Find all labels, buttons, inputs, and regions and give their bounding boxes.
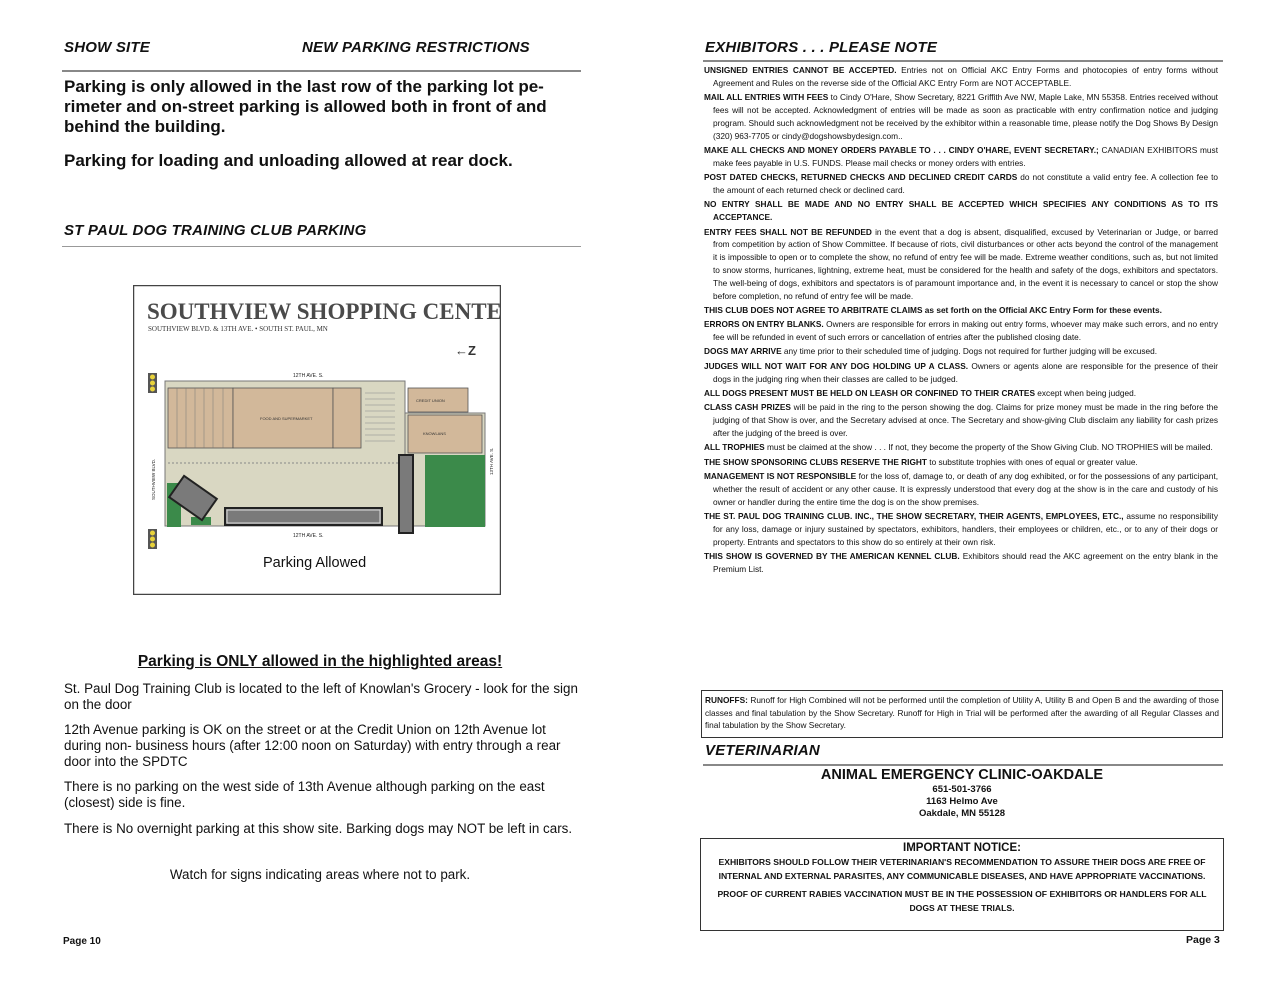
parking-rule-paragraph (64, 77, 584, 137)
rule-entry-lead: ALL TROPHIES (704, 442, 765, 453)
rule-entry-lead: JUDGES WILL NOT WAIT FOR ANY DOG HOLDING UP A CLASS. (704, 360, 969, 371)
rule-entry (704, 387, 1218, 400)
north-arrow-icon: ←Z (455, 343, 476, 358)
parking-rule-line-2: rimeter and on-street parking is allowed both in front of and (64, 97, 547, 116)
important-notice-box (700, 838, 1224, 931)
club-header-rule (62, 246, 581, 247)
rule-entry-lead: MANAGEMENT IS NOT RESPONSIBLE (704, 471, 857, 482)
clinic-street: 1163 Helmo Ave (926, 796, 998, 807)
club-parking-header: ST PAUL DOG TRAINING CLUB PARKING (64, 222, 367, 239)
rule-entry-text: for the loss of, damage to, or death of any dog exhibited, or for the possessions of any participant, whether the result of accident or any other cause. It is expressly understood that every dog at the show is in the care and custody of his owner or handler during the entire time the dog is on the show premises. (713, 471, 1218, 507)
rule-entry (704, 441, 1218, 454)
rule-entry-text: in the event that a dog is absent, disqualified, excused by Veterinarian or Judge, or barred from competition by action of Show Committee. If because of riots, civil disturbances or other acts beyond the control of the management it is impossible to open or to complete the show, no refund of entry fee will be made. Extreme weather conditions, such as, but not limited to snow storms, hurricanes, lightning, extreme heat, must be considered for the health and safety of the dogs, exhibitors and spectators. The well-being of dogs, exhibitors and spectators is of paramount importance and, in the event it is necessary to cancel or stop the show before completion, no refund of entry fee will be made. (713, 226, 1219, 301)
show-site-header: SHOW SITE (64, 39, 150, 56)
rule-entry-lead: NO ENTRY SHALL BE MADE AND NO ENTRY SHALL BE ACCEPTED WHICH SPECIFIES ANY CONDITIONS AS TO ITS ACCEPTANCE. (704, 199, 1218, 223)
rule-entry-text: Owners are responsible for errors in making out entry forms, whoever may make such errors, and no entry fee will be refunded in event of such errors or cancellation of entries after the published closing date. (713, 319, 1218, 343)
club-location-paragraph: St. Paul Dog Training Club is located to the left of Knowlan's Grocery - look for the sign on the door (64, 681, 578, 712)
map-drawing (133, 285, 501, 595)
notice-title: IMPORTANT NOTICE: (903, 842, 1021, 854)
rule-entry-lead: THIS SHOW IS GOVERNED BY THE AMERICAN KENNEL CLUB. (704, 551, 960, 562)
clinic-phone: 651-501-3766 (932, 784, 992, 795)
rule-entry-lead: THE ST. PAUL DOG TRAINING CLUB. INC., THE SHOW SECRETARY, THEIR AGENTS, EMPLOYEES, ETC., (704, 511, 1124, 522)
rule-entry (704, 360, 1218, 386)
store-label-food: FOOD AND SUPERMARKET (260, 416, 313, 421)
rule-entry-text: Exhibitors should read the AKC agreement on the entry blank in the Premium List. (713, 551, 1218, 574)
runoffs-box (701, 690, 1223, 738)
rule-entry (704, 198, 1218, 224)
rule-entry-text: Entries not on Official AKC Entry Forms and photocopies of entry forms without Agreement and Rules on the reverse side of the Official AKC Entry Form are NOT ACCEPTABLE. (713, 65, 1219, 88)
parking-notice (64, 653, 576, 671)
street-top-label: 12TH AVE. S. (293, 373, 324, 379)
rule-entry (704, 550, 1218, 576)
runoffs-body: Runoff for High Combined will not be performed until the completion of Utility A, Utility B and Open B and the awarding of those classes and final tabulation by the Show Secretary. Runoff for High in Trial will be performed after the awarding of all Regular Classes and final tabulation by the Show Secretary. (705, 695, 1219, 731)
rule-entry-text: do not constitute a valid entry fee. A collection fee to the amount of each returned check or declined card. (713, 172, 1219, 195)
clinic-name: ANIMAL EMERGENCY CLINIC-OAKDALE (820, 767, 1104, 783)
traffic-light-icon-top (148, 373, 157, 393)
store-label-credit-union: CREDIT UNION (416, 398, 445, 403)
west-side-paragraph: There is no parking on the west side of 13th Avenue although parking on the east (closest) side is fine. (64, 779, 545, 810)
rule-entry-text: will be paid in the ring to the person showing the dog. Claims for prize money must be made in the ring before the judging of that Show is over, and the Secretary advised at once. The Secretary and show-giving Club disclaim any liability for cash prizes after the judging of the breed is over. (713, 402, 1218, 439)
rule-entry-lead: ERRORS ON ENTRY BLANKS. (704, 319, 824, 330)
parking-rule-line-1: Parking is only allowed in the last row of the parking lot pe- (64, 77, 544, 96)
rule-entry-text: must be claimed at the show . . . If not, they become the property of the Show Giving Club. NO TROPHIES will be mailed. (764, 442, 1213, 453)
rule-entry (704, 171, 1218, 197)
parking-rule-line-3: behind the building. (64, 117, 226, 136)
rule-entry (704, 91, 1218, 142)
runoffs-text (702, 691, 1222, 735)
rule-entry-lead: POST DATED CHECKS, RETURNED CHECKS AND DECLINED CREDIT CARDS (704, 172, 1018, 183)
rule-entry (704, 318, 1218, 344)
street-left-label: SOUTHVIEW BLVD. (151, 458, 156, 500)
rule-entry-lead: THIS CLUB DOES NOT AGREE TO ARBITRATE CLAIMS as set forth on the Official AKC Entry Form for these events. (704, 304, 1162, 315)
page-number-left: Page 10 (63, 936, 101, 947)
exhibitors-rule (703, 60, 1223, 62)
rule-entry-text: to substitute trophies with ones of equal or greater value. (926, 456, 1138, 467)
rule-entry (704, 144, 1218, 170)
clinic-info (702, 766, 1222, 820)
parking-allowed-label: Parking Allowed (263, 555, 367, 571)
rule-entry (704, 64, 1218, 90)
rule-entry-lead: CLASS CASH PRIZES (704, 402, 791, 413)
page-number-right: Page 3 (1186, 934, 1220, 946)
rule-entry-text: Owners or agents alone are responsible for the presence of their dogs in the judging ring when their classes are called to be judged. (713, 360, 1218, 384)
map-subtitle: SOUTHVIEW BLVD. & 13TH AVE. • SOUTH ST. PAUL, MN (148, 325, 328, 333)
rule-entry-text: except when being judged. (1034, 388, 1137, 399)
rule-entry-text: any time prior to their scheduled time of judging. Dogs not required for further judging will be excused. (781, 346, 1158, 357)
rule-entry-lead: DOGS MAY ARRIVE (704, 346, 782, 357)
rule-entry (704, 456, 1218, 469)
rule-entry-lead: ALL DOGS PRESENT MUST BE HELD ON LEASH OR CONFINED TO THEIR CRATES (704, 388, 1035, 399)
rule-entry (704, 401, 1218, 439)
header-rule-left (62, 70, 581, 72)
shopping-center-map (133, 285, 501, 595)
rule-entry-text: to Cindy O'Hare, Show Secretary, 8221 Griffith Ave NW, Maple Lake, MN 55358. Entries received without fees will not be accepted. Acknowledgment of entries will be made as soon as practicable with entry confirmation notice and judging program. Should such acknowledgment not be received by the exhibitor within a reasonable time, please notify the Dog Shows By Design (320) 963-7705 or cindy@dogshowsbydesign.com.. (713, 92, 1219, 141)
rule-entry-lead: MAKE ALL CHECKS AND MONEY ORDERS PAYABLE TO . . . CINDY O'HARE, EVENT SECRETARY.; (704, 144, 1099, 155)
parking-restrictions-header: NEW PARKING RESTRICTIONS (302, 39, 530, 56)
notice-parasites: EXHIBITORS SHOULD FOLLOW THEIR VETERINARIAN'S RECOMMENDATION TO ASSURE THEIR DOGS ARE FREE OF INTERNAL AND EXTERNAL PARASITES, ANY COMMUNICABLE DISEASES, AND HAVE APPROPRIATE VACCINATIONS. (718, 857, 1206, 881)
loading-paragraph: Parking for loading and unloading allowed at rear dock. (64, 151, 513, 170)
rule-entry-lead: UNSIGNED ENTRIES CANNOT BE ACCEPTED. (704, 65, 897, 75)
rule-entry (704, 470, 1218, 508)
signs-paragraph: Watch for signs indicating areas where not to park. (169, 867, 471, 882)
rule-entry (704, 345, 1218, 358)
street-right-label: 13TH AVE. S. (489, 447, 494, 475)
notice-rabies: PROOF OF CURRENT RABIES VACCINATION MUST BE IN THE POSSESSION OF EXHIBITORS OR HANDLERS FOR ALL DOGS AT THESE TRIALS. (717, 889, 1207, 913)
parking-notice-text: Parking is ONLY allowed in the highlighted areas! (137, 653, 503, 670)
store-label-knowlans: KNOWLANS (423, 431, 446, 436)
traffic-light-icon-bottom (148, 529, 157, 549)
avenue-parking-paragraph: 12th Avenue parking is OK on the street or at the Credit Union on 12th Avenue lot during non- business hours (after 12:00 noon on Saturday) with entry through a rear door into the SPDTC (64, 722, 561, 769)
overnight-paragraph: There is No overnight parking at this show site. Barking dogs may NOT be left in cars. (64, 821, 573, 836)
rule-entry-text: CANADIAN EXHIBITORS must make fees payable in U.S. FUNDS. Please mail checks or money orders with entries. (713, 144, 1218, 168)
rule-entry (704, 510, 1218, 548)
runoffs-lead: RUNOFFS: (705, 695, 748, 705)
rule-entry-text: assume no responsibility for any loss, damage or injury sustained by spectators, exhibitors, handlers, their employees or children, etc., or to any of their dogs or property. Entrants and spectators to this show do so entirely at their own risk. (713, 511, 1218, 547)
veterinarian-header: VETERINARIAN (705, 742, 820, 759)
street-bottom-label: 12TH AVE. S. (293, 533, 324, 539)
rule-entry (704, 226, 1218, 303)
rule-entry-lead: MAIL ALL ENTRIES WITH FEES (704, 92, 829, 103)
rule-entry-lead: THE SHOW SPONSORING CLUBS RESERVE THE RIGHT (704, 456, 927, 467)
clinic-city: Oakdale, MN 55128 (918, 808, 1006, 819)
map-title: SOUTHVIEW SHOPPING CENTER (147, 299, 501, 324)
rule-entry (704, 304, 1218, 317)
exhibitors-header: EXHIBITORS . . . PLEASE NOTE (705, 39, 938, 56)
rule-entry-lead: ENTRY FEES SHALL NOT BE REFUNDED (704, 226, 872, 237)
exhibitor-rules-list (704, 64, 1218, 577)
